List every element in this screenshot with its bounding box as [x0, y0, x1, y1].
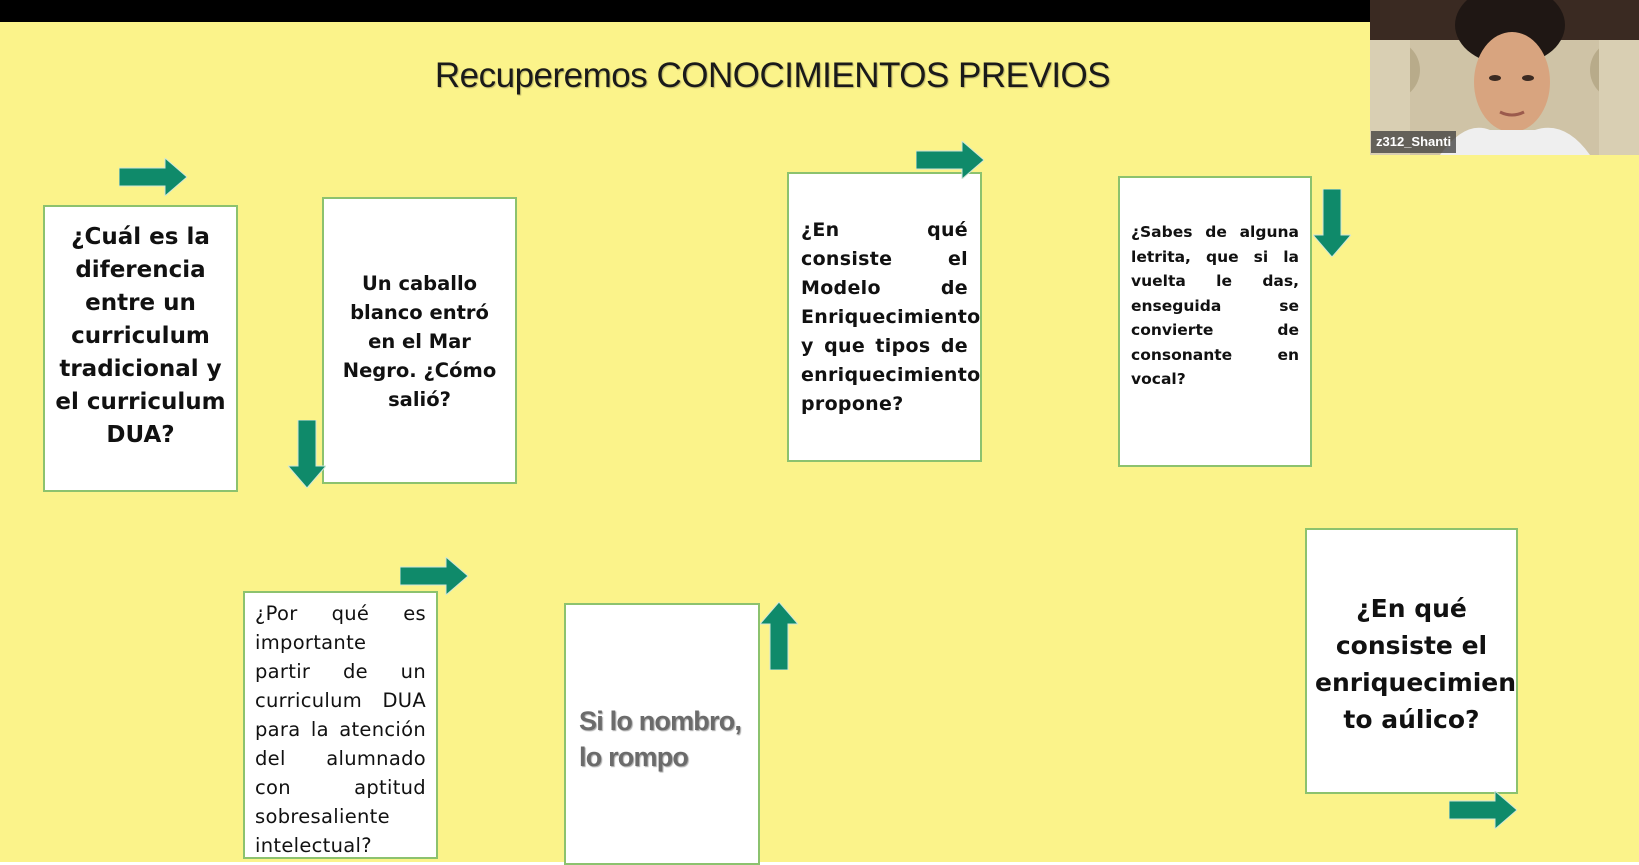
- card-text: ¿En qué consiste el Modelo de Enriquecimiento y que tipos de enriquecimiento propone?: [801, 219, 981, 415]
- arrow-right-icon: [1449, 791, 1517, 829]
- participant-name-label: z312_Shanti: [1371, 131, 1456, 153]
- card-text: ¿Por qué es importante partir de un curriculum DUA para la atención del alumnado con aptitud sobresaliente intelectual?: [255, 602, 426, 857]
- card-caballo-blanco: [322, 197, 517, 484]
- card-si-lo-nombro: [564, 603, 760, 865]
- card-text: ¿Cuál es la diferencia entre un curriculum tradicional y el curriculum DUA?: [55, 224, 226, 448]
- card-text: Si lo nombro, lo rompo: [579, 706, 742, 772]
- arrow-down-icon: [1313, 189, 1351, 257]
- card-letrita-acertijo: [1118, 176, 1312, 467]
- arrow-right-icon: [400, 557, 468, 595]
- top-black-bar: [0, 0, 1370, 22]
- card-text: ¿En qué consiste el enriquecimien to aúlico?: [1315, 594, 1517, 734]
- arrow-right-icon: [916, 141, 984, 179]
- card-text: ¿Sabes de alguna letrita, que si la vuelta le das, enseguida se convierte de consonante en vocal?: [1131, 223, 1299, 388]
- card-modelo-enriquecimiento: [787, 172, 982, 462]
- arrow-up-icon: [760, 602, 798, 670]
- card-text: Un caballo blanco entró en el Mar Negro. ¿Cómo salió?: [342, 272, 497, 411]
- card-curriculum-dua: [243, 591, 438, 859]
- arrow-right-icon: [119, 158, 187, 196]
- slide-title: Recuperemos CONOCIMIENTOS PREVIOS: [434, 56, 1111, 95]
- arrow-down-icon: [288, 420, 326, 488]
- card-enriquecimiento-aulico: [1305, 528, 1518, 794]
- card-diferencia-curriculum: [43, 205, 238, 492]
